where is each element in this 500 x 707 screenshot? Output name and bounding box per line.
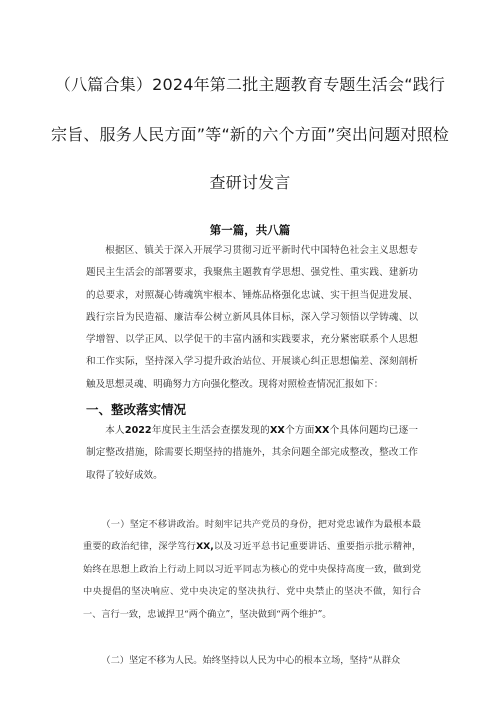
p3-xx: XX, bbox=[196, 541, 214, 553]
heading-rectification-status: 一、整改落实情况 bbox=[86, 402, 187, 417]
paragraph-rectification-summary bbox=[86, 420, 418, 487]
p2-year: 2022 bbox=[124, 425, 152, 436]
document-title-line-1: （八篇合集）2024年第二批主题教育专题生活会“践行 bbox=[54, 75, 446, 94]
p2-xx-2: XX bbox=[314, 425, 330, 436]
p3-text-2: 以及习近平总书记重要讲话、重要指示批示精神，始终在思想上政治上行动上同以习近平同志为核心的党中央保持高度一致，做到党中央提倡的坚决响应、党中央决定的坚决执行、党中央禁止的坚决不做，知行合一、言行一致，忠诚捍卫“两个确立”，坚决做到“两个维护”。 bbox=[83, 541, 422, 620]
p3-text-1: （一）坚定不移讲政治。时刻牢记共产党员的身份，把对党忠诚作为最根本最重要的政治纪律，深学笃行 bbox=[83, 519, 421, 553]
p2-text-1: 本人 bbox=[105, 425, 125, 436]
section-title: 第一篇，共八篇 bbox=[209, 223, 291, 237]
document-title-line-3: 查研讨发言 bbox=[209, 173, 291, 192]
paragraph-people: （二）坚定不移为人民。始终坚持以人民为中心的根本立场，坚持“从群众 bbox=[101, 655, 401, 666]
paragraph-politics bbox=[83, 514, 421, 626]
p2-text-4: 个具体问题均已逐一制定整改措施，除需要长期坚持的措施外，其余问题全部完成整改，整改工作取得了较好成效。 bbox=[86, 425, 419, 481]
p2-xx-1: XX bbox=[270, 425, 285, 436]
document-title-line-2: 宗旨、服务人民方面”等“新的六个方面”突出问题对照检 bbox=[50, 125, 450, 144]
p2-text-2: 年度民主生活会查摆发现的 bbox=[151, 425, 271, 436]
p2-text-3: 个方面 bbox=[284, 425, 315, 436]
intro-paragraph: 根据区、镇关于深入开展学习贯彻习近平新时代中国特色社会主义思想专题民主生活会的部署要求，我聚焦主题教育学思想、强党性、重实践、建新功的总要求，对照凝心铸魂筑牢根本、锤炼品格强化忠诚、实干担当促进发展、践行宗旨为民造福、廉洁奉公树立新风具体目标，深入学习领悟以学铸魂、以学增智、以学正风、以学促干的丰富内涵和实践要求，充分紧密联系个人思想和工作实际，坚持深入学习提升政治站位、开展谈心纠正思想偏差、深刻剖析触及思想灵魂、明确努力方向强化整改。现将对照检查情况汇报如下： bbox=[86, 245, 418, 390]
